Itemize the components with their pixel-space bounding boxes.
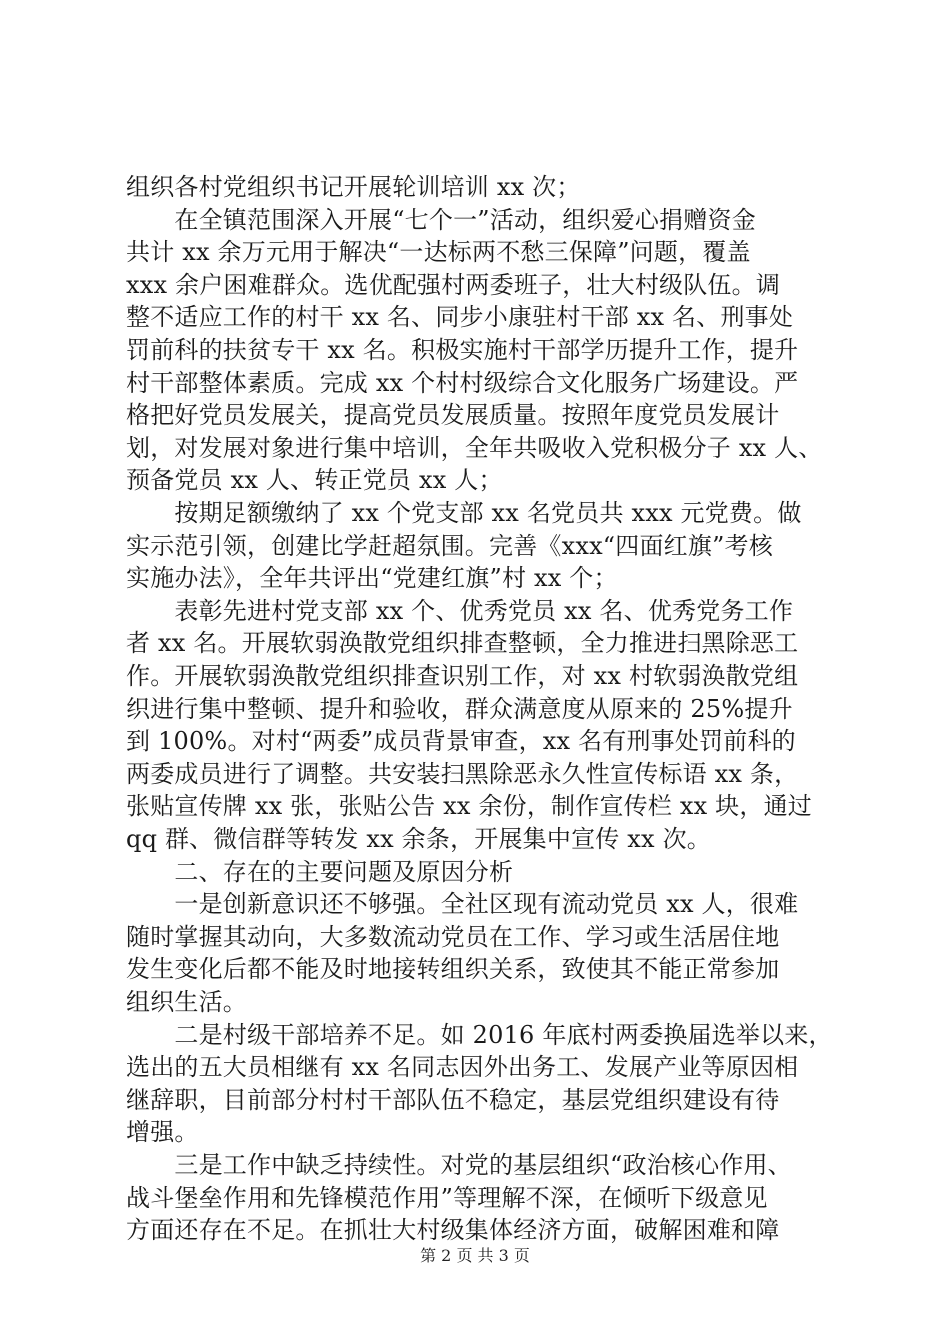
text-line: 选出的五大员相继有 xx 名同志因外出务工、发展产业等原因相 bbox=[126, 1053, 799, 1081]
text-line: 实施办法》，全年共评出“党建红旗”村 xx 个； bbox=[126, 564, 618, 592]
text-line: 整不适应工作的村干 xx 名、同步小康驻村干部 xx 名、刑事处 bbox=[126, 303, 794, 331]
text-line: 二是村级干部培养不足。如 2016 年底村两委换届选举以来， bbox=[126, 1021, 833, 1049]
text-line: 两委成员进行了调整。共安装扫黑除恶永久性宣传标语 xx 条， bbox=[126, 760, 799, 788]
text-line: 格把好党员发展关，提高党员发展质量。按照年度党员发展计 bbox=[126, 401, 780, 429]
text-line: 共计 xx 余万元用于解决“一达标两不愁三保障”问题，覆盖 bbox=[126, 238, 751, 266]
text-line: 张贴宣传牌 xx 张，张贴公告 xx 余份，制作宣传栏 xx 块，通过 bbox=[126, 792, 812, 820]
text-line: 组织各村党组织书记开展轮训培训 xx 次； bbox=[126, 173, 581, 201]
text-line: 划，对发展对象进行集中培训，全年共吸收入党积极分子 xx 人、 bbox=[126, 434, 823, 462]
text-line: 继辞职，目前部分村村干部队伍不稳定，基层党组织建设有待 bbox=[126, 1086, 780, 1114]
text-line: 战斗堡垒作用和先锋模范作用”等理解不深，在倾听下级意见 bbox=[126, 1184, 768, 1212]
text-line: 按期足额缴纳了 xx 个党支部 xx 名党员共 xxx 元党费。做 bbox=[126, 499, 802, 527]
text-line: 一是创新意识还不够强。全社区现有流动党员 xx 人，很难 bbox=[126, 890, 799, 918]
text-line: 三是工作中缺乏持续性。对党的基层组织“政治核心作用、 bbox=[126, 1151, 792, 1179]
text-line: 罚前科的扶贫专干 xx 名。积极实施村干部学历提升工作，提升 bbox=[126, 336, 799, 364]
text-line: xxx 余户困难群众。选优配强村两委班子，壮大村级队伍。调 bbox=[126, 271, 781, 299]
text-line: 预备党员 xx 人、转正党员 xx 人； bbox=[126, 466, 503, 494]
text-line: 方面还存在不足。在抓壮大村级集体经济方面，破解困难和障 bbox=[126, 1216, 780, 1244]
text-line: 表彰先进村党支部 xx 个、优秀党员 xx 名、优秀党务工作 bbox=[126, 597, 794, 625]
text-line: 实示范引领，创建比学赶超氛围。完善《xxx“四面红旗”考核 bbox=[126, 532, 773, 560]
text-line: 村干部整体素质。完成 xx 个村村级综合文化服务广场建设。严 bbox=[126, 369, 799, 397]
text-line: qq 群、微信群等转发 xx 余条，开展集中宣传 xx 次。 bbox=[126, 825, 712, 853]
text-line: 作。开展软弱涣散党组织排查识别工作，对 xx 村软弱涣散党组 bbox=[126, 662, 799, 690]
text-line: 组织生活。 bbox=[126, 988, 247, 1016]
text-line: 者 xx 名。开展软弱涣散党组织排查整顿，全力推进扫黑除恶工 bbox=[126, 629, 799, 657]
text-line: 到 100%。对村“两委”成员背景审查，xx 名有刑事处罚前科的 bbox=[126, 727, 796, 755]
text-line: 随时掌握其动向，大多数流动党员在工作、学习或生活居住地 bbox=[126, 923, 780, 951]
page-footer: 第 2 页 共 3 页 bbox=[420, 1246, 530, 1265]
text-line: 发生变化后都不能及时地接转组织关系，致使其不能正常参加 bbox=[126, 955, 780, 983]
section-heading: 二、存在的主要问题及原因分析 bbox=[126, 858, 514, 886]
text-line: 织进行集中整顿、提升和验收，群众满意度从原来的 25%提升 bbox=[126, 695, 793, 723]
text-line: 增强。 bbox=[126, 1118, 199, 1146]
text-line: 在全镇范围深入开展“七个一”活动，组织爱心捐赠资金 bbox=[126, 206, 756, 234]
